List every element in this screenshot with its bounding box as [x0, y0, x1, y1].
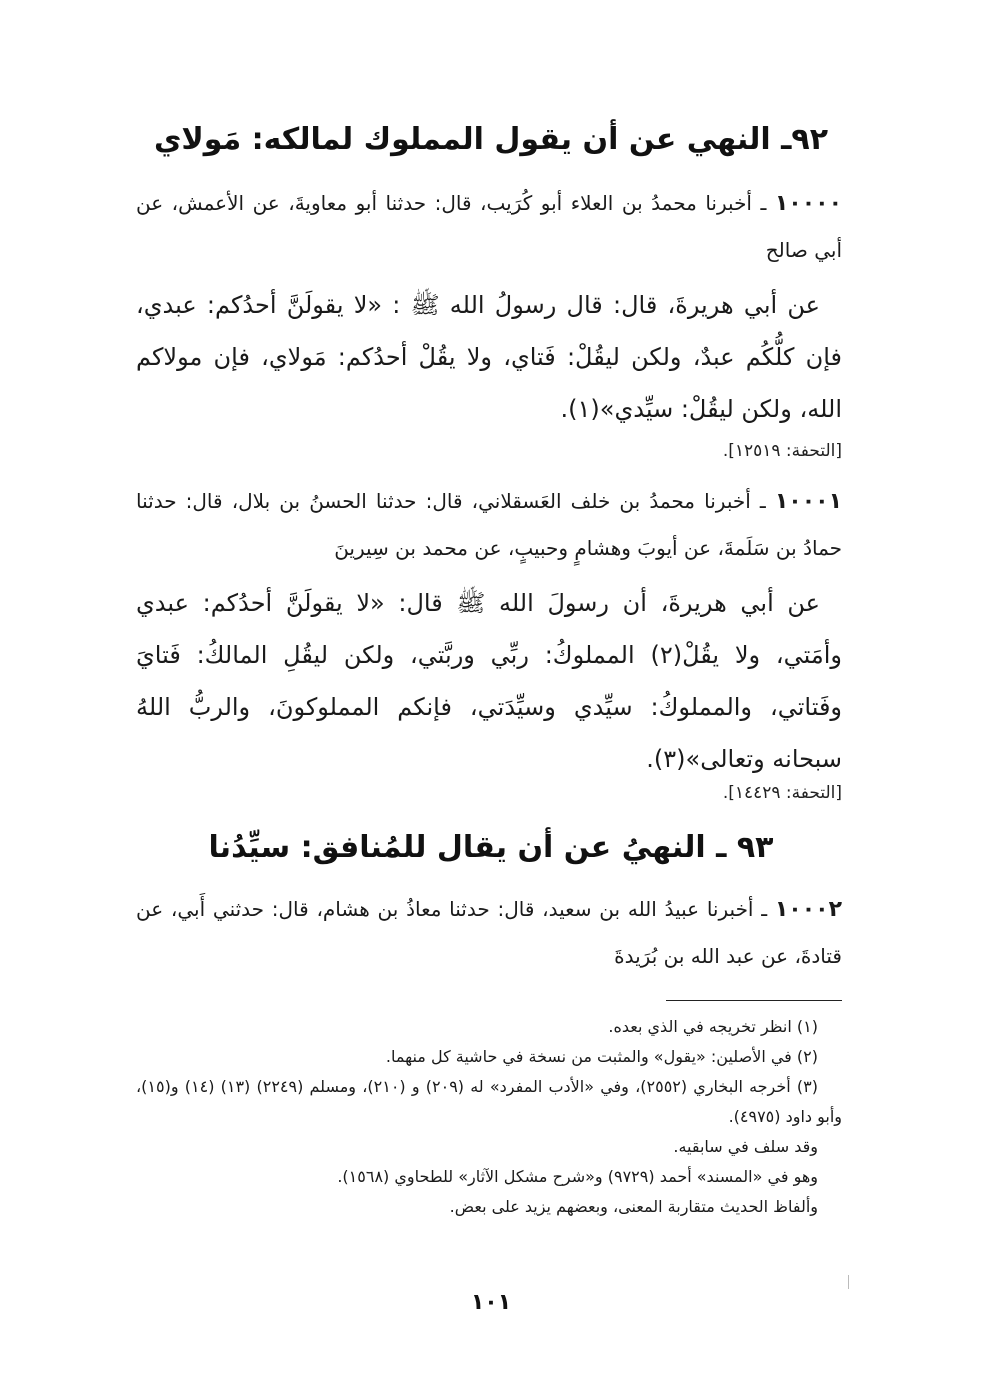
footnote-2: (٢) في الأصلين: «يقول» والمثبت من نسخة في حاشية كل منهما. [385, 1047, 818, 1066]
isnad-text: ـ أخبرنا محمدُ بن خلف العَسقلاني، قال: حدثنا الحسنُ بن بلال، قال: حدثنا حمادُ بن سَلَمةَ، عن أيوبَ وهشامٍ وحبيبٍ، عن محمد بن سِيرينَ [136, 489, 842, 560]
footnote-3: (٣) أخرجه البخاري (٢٥٥٢)، وفي «الأدب المفرد» له (٢٠٩) و (٢١٠)، ومسلم (٢٢٤٩) (١٣) (١٤) و(١٥)، وأبو داود (٤٩٧٥). [136, 1077, 842, 1126]
hadith-isnad [136, 180, 842, 273]
isnad-text: ـ أخبرنا محمدُ بن العلاء أبو كُرَيب، قال: حدثنا أبو معاويةَ، عن الأعمش، عن أبي صالح [136, 191, 842, 262]
chapter-92-heading: ٩٢ـ النهي عن أن يقول المملوك لمالكه: مَولاي [153, 122, 829, 157]
hadith-10002 [136, 886, 842, 979]
hadith-matn: عن أبي هريرةَ، أن رسولَ الله ﷺ قال: «لا يقولَنَّ أحدُكم: عبدي وأمَتي، ولا يقُلْ(٢) المملوكُ: ربِّي وربَّتي، ولكن ليقُلِ المالكُ: فَتايَ وفَتاتي، والمملوكُ: سيِّدي وسيِّدَتي، فإنكم المملوكونَ، والربُّ اللهُ سبحانه وتعالى»(٣). [136, 589, 843, 773]
tuhfa-reference: [التحفة: ١٢٥١٩]. [722, 441, 842, 461]
footnote-separator [666, 1000, 842, 1001]
scan-mark [848, 1275, 849, 1289]
hadith-number: ١٠٠٠١ [774, 489, 843, 514]
chapter-93-heading: ٩٣ ـ النهيُ عن أن يقال للمُنافق: سيِّدُنا [208, 830, 774, 865]
footnote-3-note-c: وألفاظ الحديث متقاربة المعنى، وبعضهم يزيد على بعض. [449, 1197, 818, 1216]
isnad-text: ـ أخبرنا عبيدُ الله بن سعيد، قال: حدثنا معاذُ بن هشام، قال: حدثني أَبي، عن قتادةَ، عن عبد الله بن بُرَيدةَ [136, 897, 842, 968]
tuhfa-reference: [التحفة: ١٤٤٢٩]. [722, 783, 842, 803]
hadith-10000 [136, 180, 842, 435]
footnote-3-note-a: وقد سلف في سابقيه. [673, 1137, 818, 1156]
hadith-number: ١٠٠٠٢ [774, 897, 842, 922]
hadith-number: ١٠٠٠٠ [774, 191, 843, 216]
hadith-isnad [136, 478, 842, 571]
footnotes [136, 1012, 842, 1222]
hadith-10001 [136, 478, 842, 785]
hadith-matn: عن أبي هريرةَ، قال: قال رسولُ الله ﷺ : «لا يقولَنَّ أحدُكم: عبدي، فإن كلُّكُم عبدٌ، ولكن ليقُلْ: فَتاي، ولا يقُلْ أحدُكم: مَولاي، فإن مولاكم الله، ولكن ليقُلْ: سيِّدي»(١). [136, 291, 842, 423]
footnote-1: (١) انظر تخريجه في الذي بعده. [608, 1017, 818, 1036]
hadith-isnad [136, 886, 842, 979]
page-number: ١٠١ [470, 1290, 512, 1315]
footnote-3-note-b: وهو في «المسند» أحمد (٩٧٢٩) و«شرح مشكل الآثار» للطحاوي (١٥٦٨). [337, 1167, 818, 1186]
